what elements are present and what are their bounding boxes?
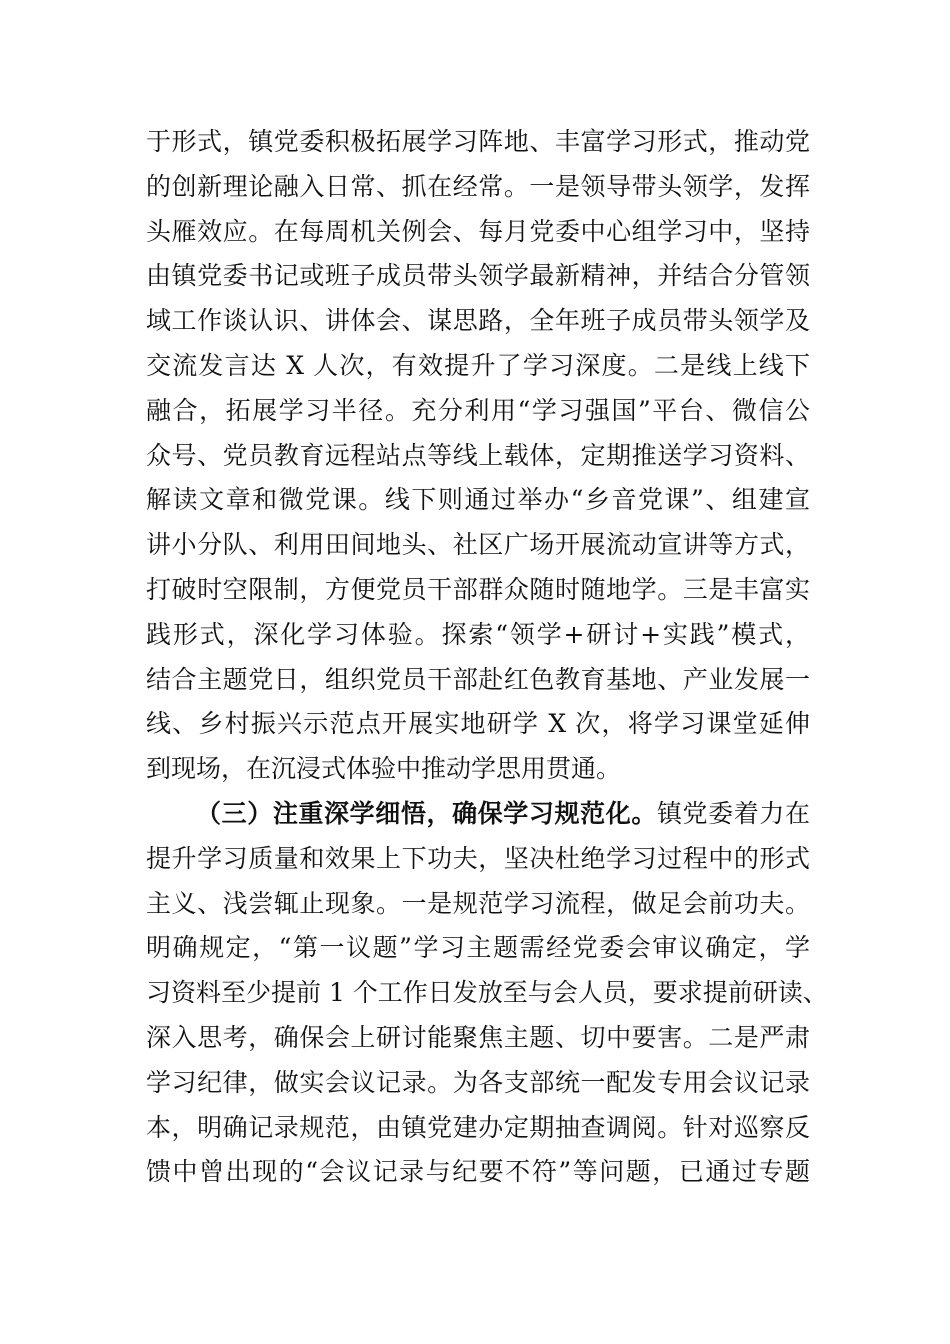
text-line: 于形式，镇党委积极拓展学习阵地、丰富学习形式，推动党 bbox=[146, 127, 810, 156]
text-line: 线、乡村振兴示范点开展实地研学 X 次，将学习课堂延伸 bbox=[146, 709, 810, 739]
text-line: 深入思考，确保会上研讨能聚焦主题、切中要害。二是严肃 bbox=[146, 1022, 810, 1052]
text-line: 习资料至少提前 1 个工作日发放至与会人员，要求提前研读、 bbox=[146, 978, 828, 1008]
text-line: 结合主题党日，组织党员干部赴红色教育基地、产业发展一 bbox=[146, 664, 810, 694]
text-line: 众号、党员教育远程站点等线上载体，定期推送学习资料、 bbox=[146, 440, 810, 470]
section-3-heading: （三）注重深学细悟，确保学习规范化。 bbox=[196, 798, 657, 828]
text-line: 由镇党委书记或班子成员带头领学最新精神，并结合分管领 bbox=[146, 261, 810, 291]
text-line: 讲小分队、利用田间地头、社区广场开展流动宣讲等方式， bbox=[146, 530, 810, 560]
text-line: 明确规定，“第一议题”学习主题需经党委会审议确定，学 bbox=[146, 933, 810, 963]
section-3-first-line bbox=[146, 792, 810, 837]
text-line: 解读文章和微党课。线下则通过举办“乡音党课”、组建宣 bbox=[146, 485, 810, 515]
text-line: 馈中曾出现的“会议记录与纪要不符”等问题，已通过专题 bbox=[146, 1157, 810, 1187]
text-line: 头雁效应。在每周机关例会、每月党委中心组学习中，坚持 bbox=[146, 216, 810, 246]
text-line: 学习纪律，做实会议记录。为各支部统一配发专用会议记录 bbox=[146, 1067, 810, 1097]
body-text bbox=[146, 120, 828, 1195]
text-line: 的创新理论融入日常、抓在经常。一是领导带头领学，发挥 bbox=[146, 171, 810, 201]
text-line: 域工作谈认识、讲体会、谋思路，全年班子成员带头领学及 bbox=[146, 306, 810, 336]
text-line: 到现场，在沉浸式体验中推动学思用贯通。 bbox=[146, 754, 622, 784]
text-line: 主义、浅尝辄止现象。一是规范学习流程，做足会前功夫。 bbox=[146, 888, 810, 918]
text-line: 本，明确记录规范，由镇党建办定期抽查调阅。针对巡察反 bbox=[146, 1112, 810, 1142]
section-3-first-line-text: 镇党委着力在 bbox=[656, 798, 810, 828]
text-line: 交流发言达 X 人次，有效提升了学习深度。二是线上线下 bbox=[146, 350, 810, 380]
text-line: 提升学习质量和效果上下功夫，坚决杜绝学习过程中的形式 bbox=[146, 843, 810, 873]
text-line: 融合，拓展学习半径。充分利用“学习强国”平台、微信公 bbox=[146, 395, 810, 425]
text-line: 践形式，深化学习体验。探索“领学+研讨+实践”模式， bbox=[146, 619, 810, 649]
text-line: 打破时空限制，方便党员干部群众随时随地学。三是丰富实 bbox=[146, 574, 810, 604]
